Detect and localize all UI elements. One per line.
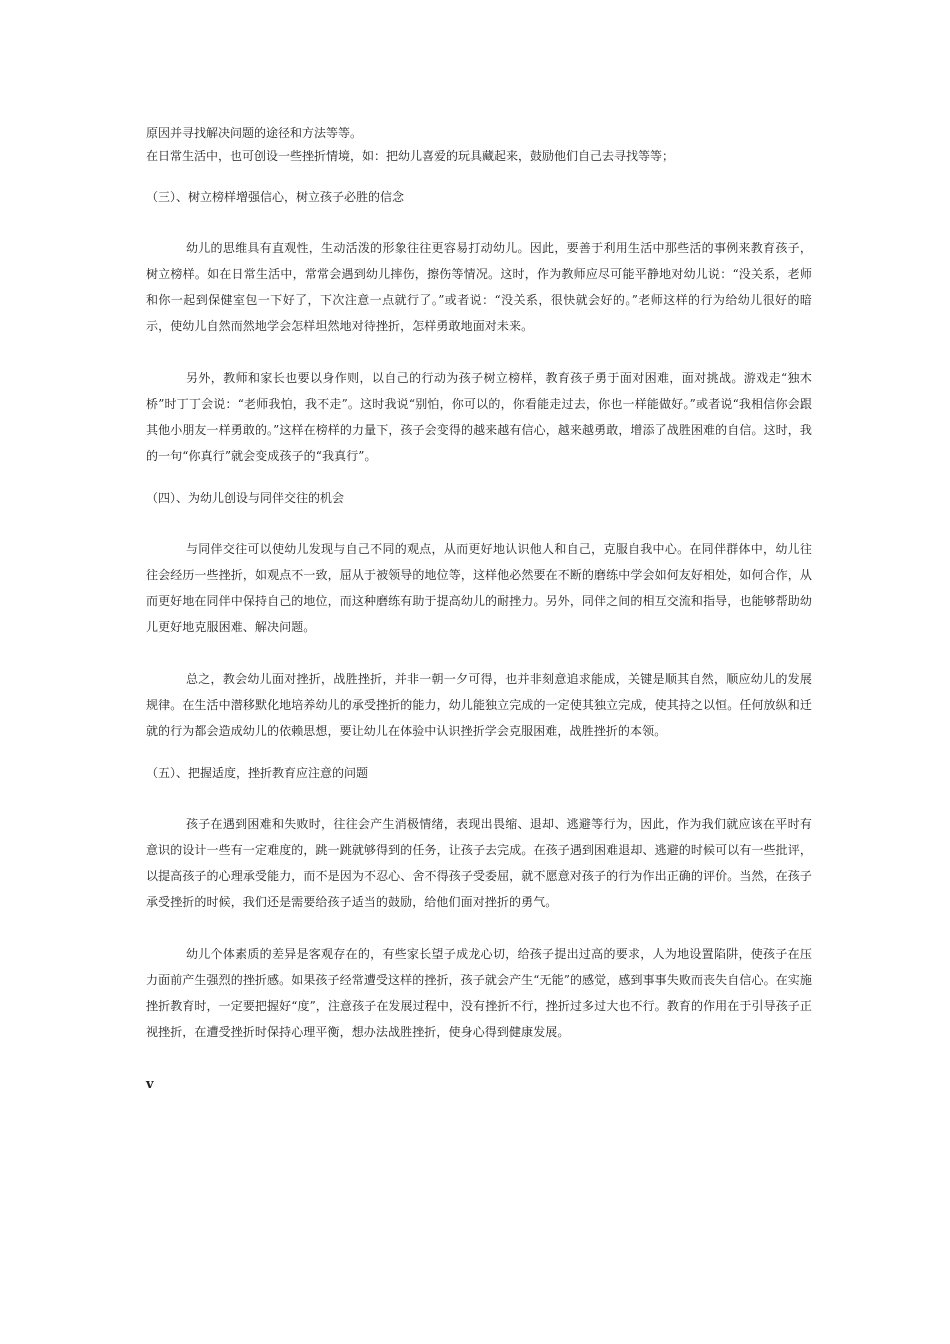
section-heading-4: （四）、为幼儿创设与同伴交往的机会 xyxy=(146,491,345,505)
text-line-daily-life: 在日常生活中，也可创设一些挫折情境，如：把幼儿喜爱的玩具藏起来，鼓励他们自己去寻找等等； xyxy=(146,149,675,163)
section-heading-3: （三）、树立榜样增强信心，树立孩子必胜的信念 xyxy=(146,190,405,204)
paragraph-4-1: 与同伴交往可以使幼儿发现与自己不同的观点，从而更好地认识他人和自己，克服自我中心。在同伴群体中，幼儿往往会经历一些挫折，如观点不一致，屈从于被领导的地位等，这样他必然要在不断的磨练中学会如何友好相处，如何合作，从而更好地在同伴中保持自己的地位，而这种磨练有助于提高幼儿的耐挫力。另外，同伴之间的相互交流和指导，也能够帮助幼儿更好地克服困难、解决问题。 xyxy=(146,542,812,634)
paragraph-3-2: 另外，教师和家长也要以身作则，以自己的行动为孩子树立榜样，教育孩子勇于面对困难，面对挑战。游戏走“独木桥”时丁丁会说：“老师我怕，我不走”。这时我说“别怕，你可以的，你看能走过去，你也一样能做好。”或者说“我相信你会跟其他小朋友一样勇敢的。”这样在榜样的力量下，孩子会变得的越来越有信心，越来越勇敢，增添了战胜困难的自信。这时，我的一句“你真行”就会变成孩子的“我真行”。 xyxy=(146,371,812,463)
text-line-continuation: 原因并寻找解决问题的途径和方法等等。 xyxy=(146,126,363,140)
paragraph-5-1: 孩子在遇到困难和失败时，往往会产生消极情绪，表现出畏缩、退却、逃避等行为，因此，作为我们就应该在平时有意识的设计一些有一定难度的，跳一跳就够得到的任务，让孩子去完成。在孩子遇到困难退却、逃避的时候可以有一些批评，以提高孩子的心理承受能力，而不是因为不忍心、舍不得孩子受委屈，就不愿意对孩子的行为作出正确的评价。当然，在孩子承受挫折的时候，我们还是需要给孩子适当的鼓励，给他们面对挫折的勇气。 xyxy=(146,817,812,909)
document-page xyxy=(146,122,812,1095)
end-mark: v xyxy=(146,1077,154,1092)
section-heading-5: （五）、把握适度，挫折教育应注意的问题 xyxy=(146,766,369,780)
paragraph-3-1: 幼儿的思维具有直观性，生动活泼的形象往往更容易打动幼儿。因此，要善于利用生活中那些活的事例来教育孩子，树立榜样。如在日常生活中，常常会遇到幼儿摔伤，擦伤等情况。这时，作为教师应尽可能平静地对幼儿说：“没关系，老师和你一起到保健室包一下好了，下次注意一点就行了。”或者说：“没关系，很快就会好的。”老师这样的行为给幼儿很好的暗示，使幼儿自然而然地学会怎样坦然地对待挫折，怎样勇敢地面对未来。 xyxy=(146,241,812,333)
paragraph-5-2: 幼儿个体素质的差异是客观存在的，有些家长望子成龙心切，给孩子提出过高的要求，人为地设置陷阱，使孩子在压力面前产生强烈的挫折感。如果孩子经常遭受这样的挫折，孩子就会产生“无能”的感觉，感到事事失败而丧失自信心。在实施挫折教育时，一定要把握好“度”，注意孩子在发展过程中，没有挫折不行，挫折过多过大也不行。教育的作用在于引导孩子正视挫折，在遭受挫折时保持心理平衡，想办法战胜挫折，使身心得到健康发展。 xyxy=(146,947,812,1039)
paragraph-4-2: 总之，教会幼儿面对挫折，战胜挫折，并非一朝一夕可得，也并非刻意追求能成，关键是顺其自然，顺应幼儿的发展规律。在生活中潜移默化地培养幼儿的承受挫折的能力，幼儿能独立完成的一定使其独立完成，使其持之以恒。任何放纵和迁就的行为都会造成幼儿的依赖思想，要让幼儿在体验中认识挫折学会克服困难，战胜挫折的本领。 xyxy=(146,672,812,738)
